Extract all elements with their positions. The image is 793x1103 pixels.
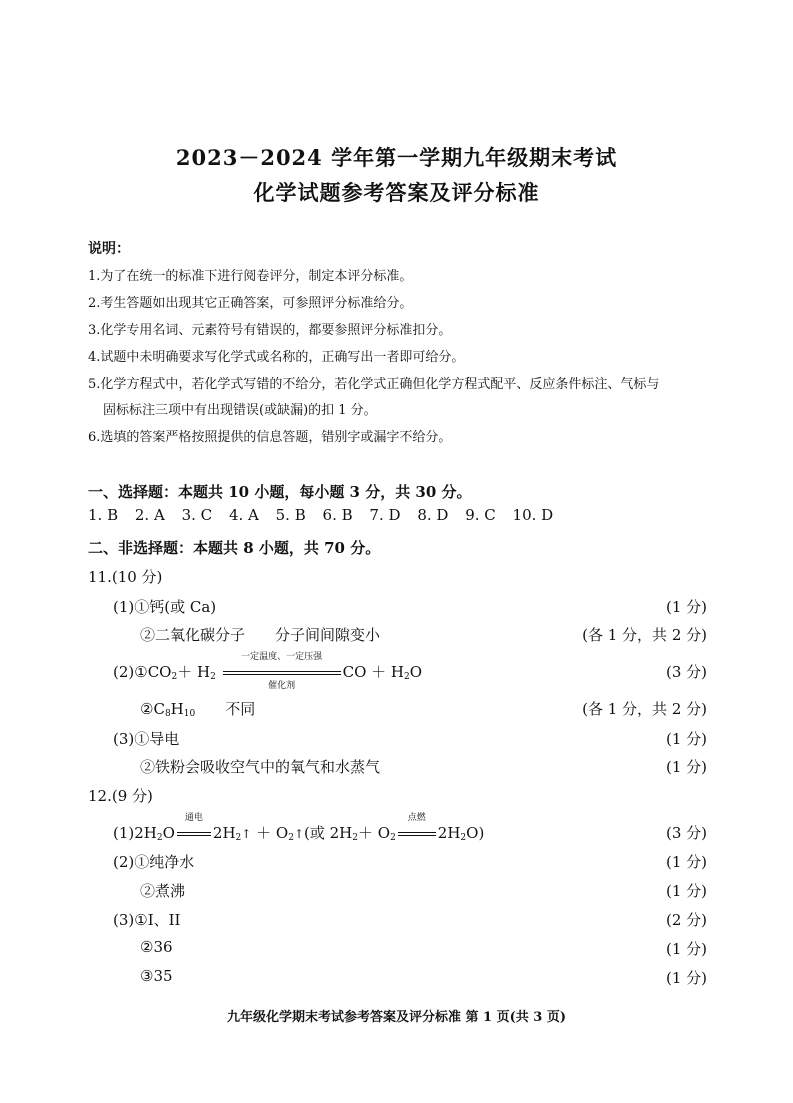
note-5-cont: 固标标注三项中有出现错误(或缺漏)的扣 1 分。 (103, 403, 377, 418)
choice-answers (88, 506, 565, 524)
q12-3-3-score: (1 分) (665, 969, 707, 987)
answer-1: 1. B (88, 506, 119, 524)
note-1: 1.为了在统一的标准下进行阅卷评分，制定本评分标准。 (88, 269, 413, 284)
q11-3-2-score: (1 分) (665, 758, 707, 776)
q12-3-2: ②36 (140, 938, 173, 956)
q12-2-1-score: (1 分) (665, 853, 707, 871)
answer-7: 7. D (369, 506, 401, 524)
note-2: 2.考生答题如出现其它正确答案，可参照评分标准给分。 (88, 296, 413, 311)
q11-1-2-score: (各 1 分，共 2 分) (582, 626, 707, 644)
answer-5: 5. B (275, 506, 306, 524)
q12-2-1: (2)①纯净水 (113, 853, 195, 871)
answer-10: 10. D (512, 506, 554, 524)
q11-3-2: ②铁粉会吸收空气中的氧气和水蒸气 (140, 758, 381, 776)
q11-3-1: (3)①导电 (113, 730, 180, 748)
page-footer: 九年级化学期末考试参考答案及评分标准 第 1 页(共 3 页) (226, 1010, 567, 1025)
q11-2-2: $②C_8H_{10}$ 不同 (140, 700, 256, 719)
reaction-condition: 一定温度、一定压强 催化剂 (223, 663, 341, 681)
q12-2-2: ②煮沸 (140, 882, 186, 900)
section-2-heading: 二、非选择题：本题共 8 小题，共 70 分。 (88, 539, 381, 557)
notes-heading: 说明： (88, 241, 130, 257)
q11-1-2: ②二氧化碳分子 分子间间隙变小 (140, 626, 381, 644)
q11-1-1: (1)①钙(或 Ca) (113, 598, 217, 616)
q11-3-1-score: (1 分) (665, 730, 707, 748)
q12-3-1-score: (2 分) (665, 911, 707, 929)
answer-6: 6. B (322, 506, 353, 524)
note-4: 4.试题中未明确要求写化学式或名称的，正确写出一者即可给分。 (88, 350, 465, 365)
q11-2-1-score: (3 分) (665, 663, 707, 681)
title-line-1: 2023－2024 学年第一学期九年级期末考试 (175, 145, 618, 170)
answer-8: 8. D (417, 506, 449, 524)
q12-3-2-score: (1 分) (665, 940, 707, 958)
q12-heading: 12.(9 分) (88, 787, 153, 805)
q12-1-score: (3 分) (665, 824, 707, 842)
title-line-2: 化学试题参考答案及评分标准 (253, 180, 540, 205)
note-3: 3.化学专用名词、元素符号有错误的，都要参照评分标准扣分。 (88, 323, 452, 338)
condition-electrolysis: 通电 (177, 824, 211, 842)
answer-4: 4. A (228, 506, 259, 524)
condition-ignition: 点燃 (398, 824, 436, 842)
q11-heading: 11.(10 分) (88, 568, 163, 586)
answer-3: 3. C (181, 506, 213, 524)
q11-2-2-score: (各 1 分，共 2 分) (582, 700, 707, 718)
gas-arrow-icon: ↑ (293, 827, 304, 841)
answer-9: 9. C (465, 506, 496, 524)
q11-1-1-score: (1 分) (665, 598, 707, 616)
q12-3-3: ③35 (140, 967, 173, 985)
note-5: 5.化学方程式中，若化学式写错的不给分，若化学式正确但化学方程式配平、反应条件标注、气标与 (88, 377, 660, 392)
q12-1-equation: $(1)2H_2O$ 通电 $2H_2↑$ ＋ $O_2↑$(或 $2H_2+ O_2$ 点燃 $2H_2O$) (113, 813, 485, 843)
q12-2-2-score: (1 分) (665, 882, 707, 900)
q12-3-1: (3)①I、II (113, 911, 181, 929)
gas-arrow-icon: ↑ (241, 827, 252, 841)
q11-2-1-equation: $(2)①CO_2+ H_2$ 一定温度、一定压强 催化剂 CO ＋ $H_2O$ (113, 652, 423, 691)
answer-2: 2. A (134, 506, 165, 524)
note-6: 6.选填的答案严格按照提供的信息答题，错别字或漏字不给分。 (88, 430, 452, 445)
section-1-heading: 一、选择题：本题共 10 小题，每小题 3 分，共 30 分。 (88, 483, 472, 501)
